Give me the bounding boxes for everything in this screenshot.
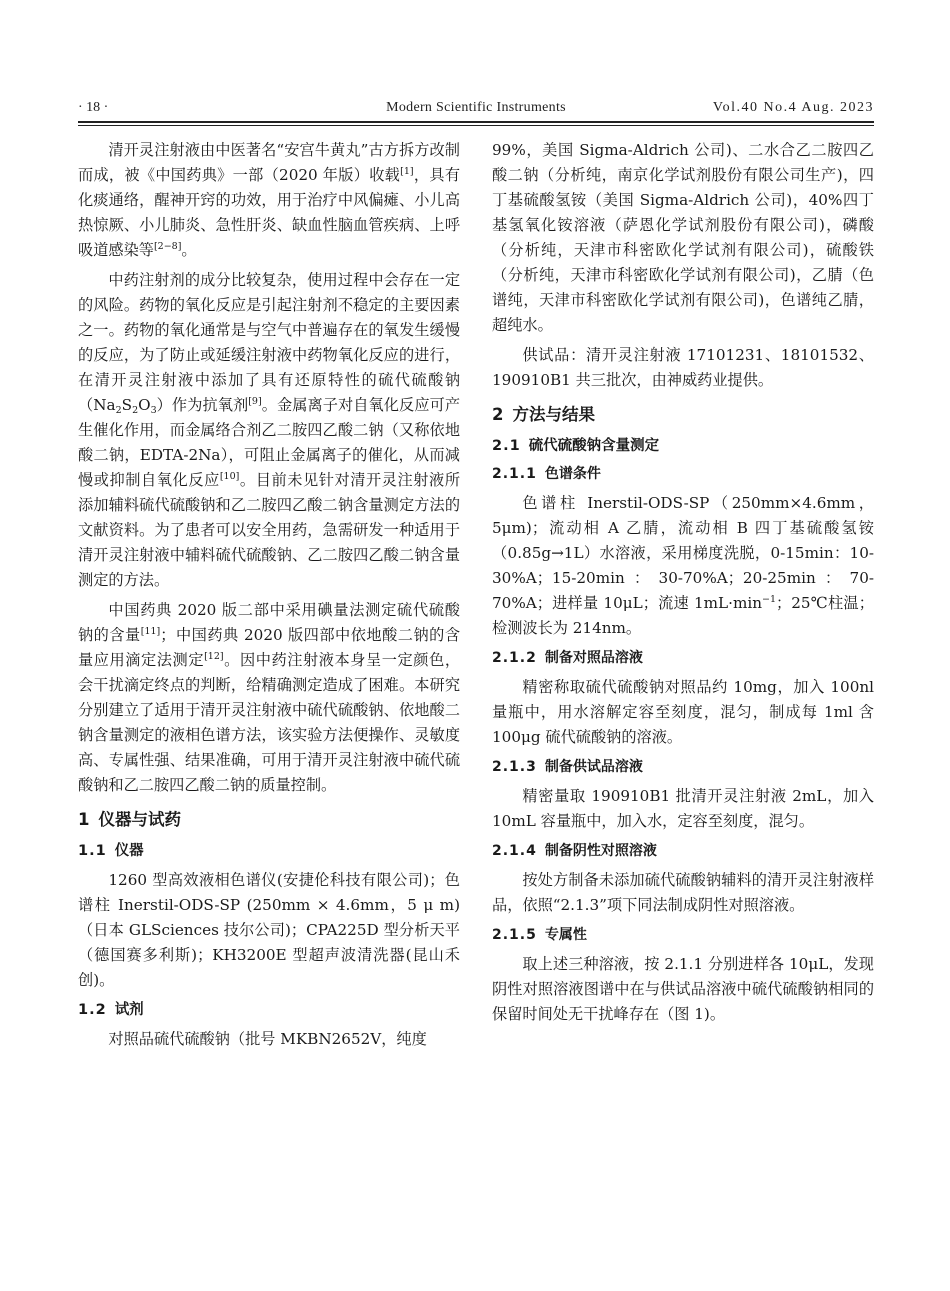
journal-name: Modern Scientific Instruments (386, 100, 566, 115)
subsection-heading-2-1-3 (492, 756, 874, 778)
text-run: ；25℃柱温；检测波长为 214nm。 (492, 594, 874, 637)
section-title: 仪器 (114, 843, 144, 859)
text-run: 。金属离子对自氧化反应可产生催化作用，而金属络合剂乙二胺四乙酸二钠（又称依地酸二钠，EDTA-2Na），可阻止金属离子的催化，从而减慢或抑制自氧化反应 (78, 396, 461, 489)
citation-ref[interactable]: [9] (248, 396, 262, 407)
section-heading-2 (492, 403, 874, 427)
superscript: −1 (762, 594, 777, 605)
subsection-heading-1-1 (78, 840, 460, 862)
reagents-paragraph-start: 对照品硫代硫酸钠（批号 MKBN2652V，纯度 (108, 1030, 427, 1048)
subsection-heading-2-1 (492, 435, 874, 457)
text-run: 中国药典 2020 版二部中采用碘量法测定硫代硫酸钠的含量 (78, 601, 460, 644)
subsection-heading-1-2 (78, 999, 460, 1021)
section-title: 制备供试品溶液 (544, 759, 643, 775)
section-title: 专属性 (544, 927, 587, 943)
header-rule-thin (78, 125, 874, 126)
header-rule-thick (78, 121, 874, 123)
intro-paragraph (78, 138, 460, 263)
section-heading-1 (78, 808, 460, 832)
reference-solution-paragraph: 精密称取硫代硫酸钠对照品约 10mg，加入 100nl 量瓶中，用水溶解定容至刻度，混匀，制成每 1ml 含 100μg 硫代硫酸钠的溶液。 (492, 678, 874, 746)
left-column (78, 138, 460, 1052)
specificity-paragraph: 取上述三种溶液，按 2.1.1 分别进样各 10μL，发现阴性对照溶液图谱中在与供试品溶液中硫代硫酸钠相同的保留时间处无干扰峰存在（图 1)。 (492, 955, 874, 1023)
section-number: 1 (78, 810, 91, 829)
subsection-heading-2-1-4 (492, 840, 874, 862)
chromatography-conditions-paragraph (492, 491, 874, 641)
section-title: 色谱条件 (544, 466, 601, 482)
section-number: 2.1.2 (492, 650, 537, 666)
text-run: 。 (181, 241, 197, 259)
negative-control-paragraph: 按处方制备未添加硫代硫酸钠辅料的清开灵注射液样品，依照“2.1.3”项下同法制成阴性对照溶液。 (492, 871, 874, 914)
citation-ref[interactable]: [2−8] (153, 241, 182, 252)
samples-paragraph: 供试品：清开灵注射液 17101231、18101532、190910B1 共三批次，由神威药业提供。 (492, 346, 874, 389)
page-number: · 18 · (78, 100, 109, 115)
pharmacopoeia-paragraph (78, 598, 460, 798)
text-run: O (138, 396, 151, 414)
right-column (492, 138, 874, 1027)
text-run: 。目前未见针对清开灵注射液所添加辅料硫代硫酸钠和乙二胺四乙酸二钠含量测定方法的文献资料。为了患者可以安全用药，急需研发一种适用于清开灵注射液中辅料硫代硫酸钠、乙二胺四乙酸二钠含量测定的方法。 (78, 471, 461, 589)
section-number: 2 (492, 405, 505, 424)
text-run: ；中国药典 2020 版四部中依地酸二钠的含量应用滴定法测定 (78, 626, 461, 669)
citation-ref[interactable]: [10] (219, 471, 240, 482)
section-title: 试剂 (114, 1002, 144, 1018)
section-title: 硫代硫酸钠含量测定 (528, 438, 660, 454)
citation-ref[interactable]: [11] (140, 626, 161, 637)
section-title: 制备阴性对照溶液 (544, 843, 657, 859)
subscript: 3 (150, 405, 157, 416)
subsection-heading-2-1-2 (492, 647, 874, 669)
citation-ref[interactable]: [1] (400, 166, 414, 177)
section-title: 制备对照品溶液 (544, 650, 643, 666)
section-number: 1.2 (78, 1002, 107, 1018)
section-title: 仪器与试药 (98, 810, 181, 829)
section-number: 1.1 (78, 843, 107, 859)
section-number: 2.1 (492, 438, 521, 454)
subsection-heading-2-1-1 (492, 463, 874, 485)
instruments-paragraph: 1260 型高效液相色谱仪(安捷伦科技有限公司)；色谱柱 Inerstil-ODS-SP (250mm × 4.6mm，5 μ m)（日本 GLSciences 技尔公司)；CPA225D 型分析天平（德国赛多利斯)；KH3200E 型超声波清洗器(昆山禾创)。 (78, 871, 460, 989)
subsection-heading-2-1-5 (492, 924, 874, 946)
section-title: 方法与结果 (512, 405, 595, 424)
text-run: 中药注射剂的成分比较复杂，使用过程中会存在一定的风险。药物的氧化反应是引起注射剂不稳定的主要因素之一。药物的氧化通常是与空气中普遍存在的氧发生缓慢的反应，为了防止或延缓注射液中药物氧化反应的进行，在清开灵注射液中添加了具有还原特性的硫代硫酸钠（Na (78, 271, 460, 414)
subscript: 2 (115, 405, 122, 416)
section-number: 2.1.3 (492, 759, 537, 775)
risk-paragraph (78, 268, 460, 593)
text-run: ）作为抗氧剂 (156, 396, 249, 414)
text-run: 色谱柱 Inerstil-ODS-SP（250mm×4.6mm，5μm)；流动相 A 乙腈，流动相 B 四丁基硫酸氢铵（0.85g→1L）水溶液，采用梯度洗脱，0-15min：10-30%A；15-20min：30-70%A；20-25min：70-70%A；进样量 10μL；流速 1mL·min (492, 494, 874, 612)
citation-ref[interactable]: [12] (204, 651, 224, 662)
text-run: 。因中药注射液本身呈一定颜色，会干扰滴定终点的判断，给精确测定造成了困难。本研究分别建立了适用于清开灵注射液中硫代硫酸钠、依地酸二钠含量测定的液相色谱方法，该实验方法便操作、灵敏度高、专属性强、结果准确，可用于清开灵注射液中硫代硫酸钠和乙二胺四乙酸二钠的质量控制。 (78, 651, 461, 794)
section-number: 2.1.5 (492, 927, 537, 943)
reagents-paragraph-cont: 99%，美国 Sigma-Aldrich 公司)、二水合乙二胺四乙酸二钠（分析纯，南京化学试剂股份有限公司生产)，四丁基硫酸氢铵（美国 Sigma-Aldrich 公司)，40%四丁基氢氧化铵溶液（萨恩化学试剂股份有限公司)，磷酸（分析纯，天津市科密欧化学试剂有限公司)，硫酸铁（分析纯，天津市科密欧化学试剂有限公司)，乙腈（色谱纯，天津市科密欧化学试剂有限公司)，色谱纯乙腈，超纯水。 (492, 141, 874, 334)
section-number: 2.1.1 (492, 466, 537, 482)
section-number: 2.1.4 (492, 843, 537, 859)
subscript: 2 (132, 405, 139, 416)
text-run: 清开灵注射液由中医著名“安宫牛黄丸”古方拆方改制而成，被《中国药典》一部（2020 年版）收载 (78, 141, 460, 184)
text-run: ，具有化痰通络，醒神开窍的功效，用于治疗中风偏瘫、小儿高热惊厥、小儿肺炎、急性肝炎、缺血性脑血管疾病、上呼吸道感染等 (78, 166, 461, 259)
test-solution-paragraph: 精密量取 190910B1 批清开灵注射液 2mL，加入 10mL 容量瓶中，加入水，定容至刻度，混匀。 (492, 787, 874, 830)
running-header (78, 96, 874, 122)
volume-info: Vol.40 No.4 Aug. 2023 (712, 100, 874, 115)
text-run: S (121, 396, 133, 414)
